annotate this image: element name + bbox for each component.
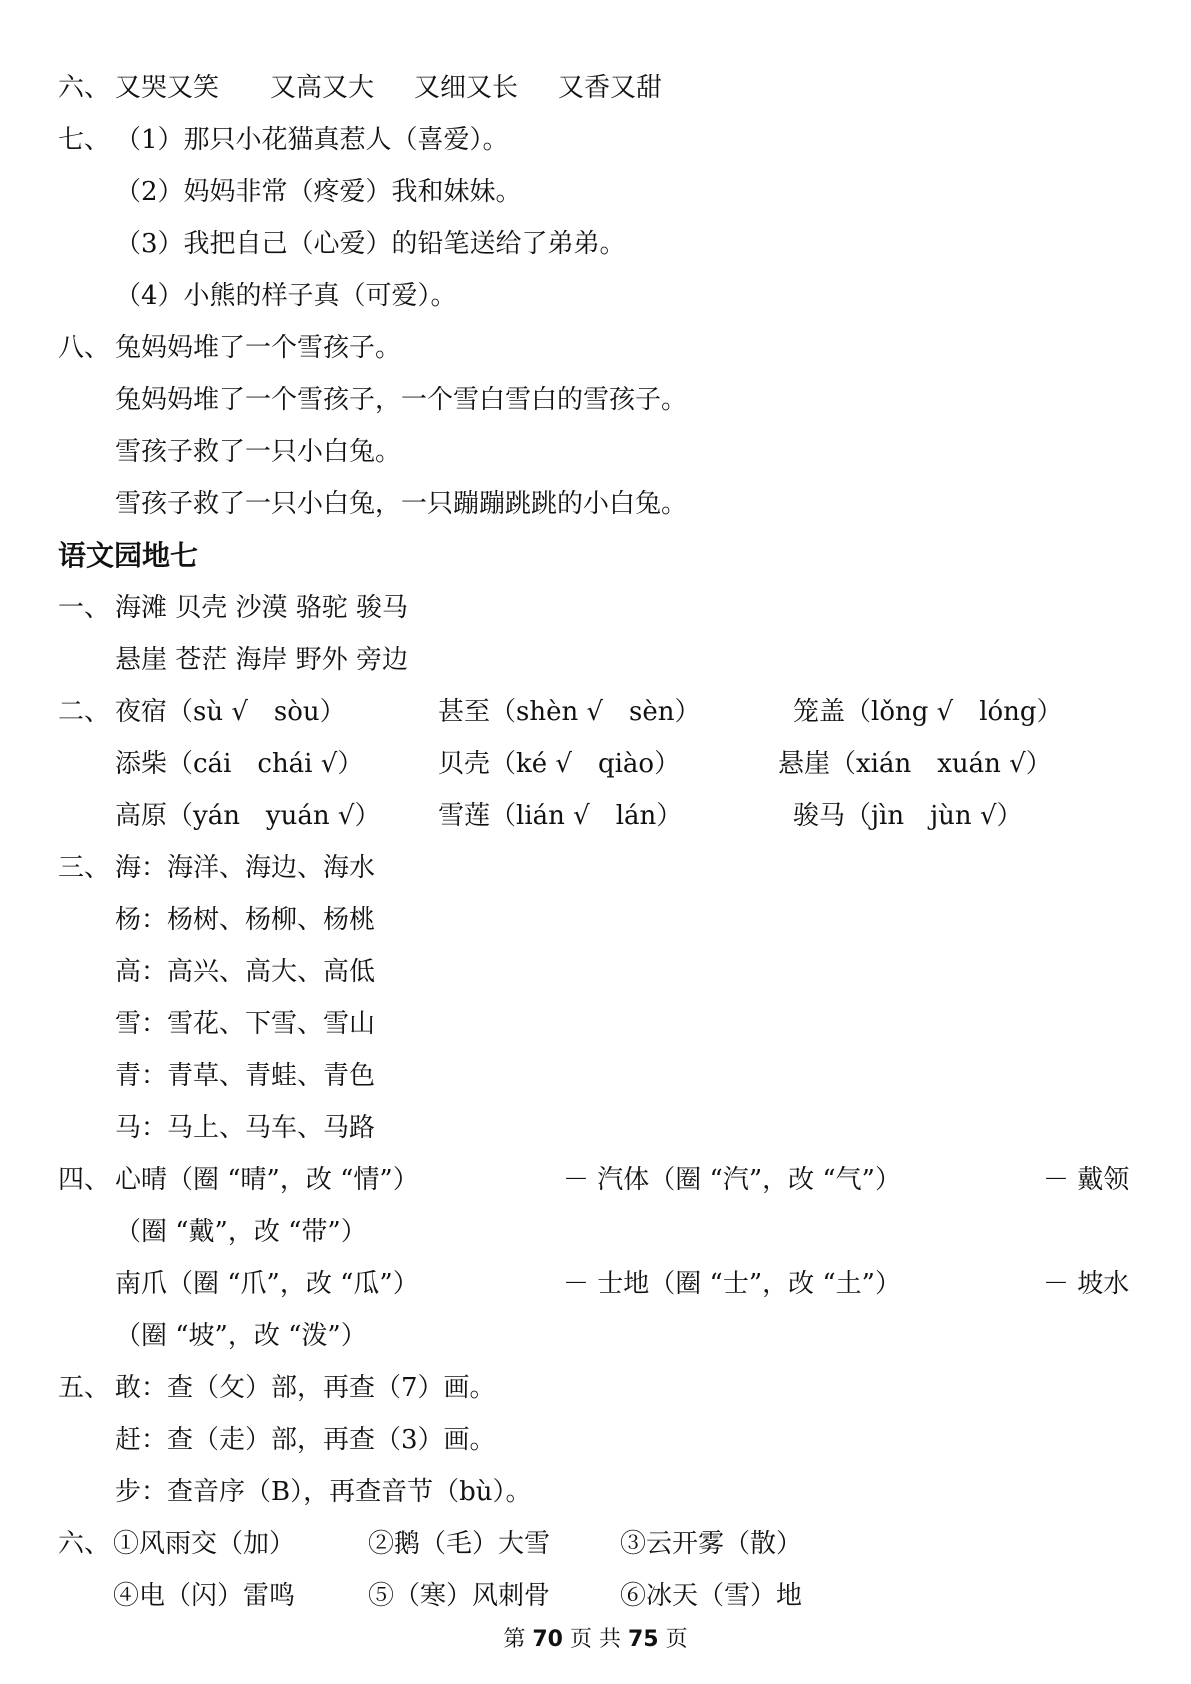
garden-5-prefix: 五、 [58,1373,111,1403]
pinyin-choice: 雪莲（lián √ lán） [438,801,683,831]
idiom-item: ⑥冰天（雪）地 [620,1581,803,1611]
garden-6-row [58,1518,1138,1570]
section-8-prefix: 八、 [58,333,111,363]
garden-4-row [58,1154,1138,1206]
idiom-item: ⑤（寒）风刺骨 [368,1581,551,1611]
idiom-item: ②鹅（毛）大雪 [368,1529,551,1559]
garden-6-row [58,1570,1138,1622]
correction-item-cont: （圈 “坡”，改 “泼”） [115,1321,367,1351]
section-7-line [58,114,1138,166]
pinyin-choice: 夜宿（sù √ sòu） [115,697,346,727]
section-title: 语文园地七 [58,539,199,572]
dictionary-lookup: 敢：查（攵）部，再查（7）画。 [115,1373,496,1403]
garden-4-row [58,1258,1138,1310]
correction-item: 南爪（圈 “爪”，改 “瓜”） [115,1269,419,1299]
s6-item: 又香又甜 [558,73,663,103]
pinyin-choice: 悬崖（xián xuán √） [778,749,1052,779]
word-group: 青：青草、青蛙、青色 [115,1061,376,1091]
correction-item: － 坡水 [1043,1269,1130,1299]
dictionary-lookup: 赶：查（走）部，再查（3）画。 [115,1425,496,1455]
s6-item: 又高又大 [270,73,375,103]
pinyin-choice: 高原（yán yuán √） [115,801,381,831]
garden-3-line [58,842,1138,894]
correction-item: － 戴领 [1043,1165,1130,1195]
garden-6-prefix: 六、 [58,1529,111,1559]
page-number: 70 [532,1627,563,1652]
garden-2-row [58,686,1138,738]
idiom-item: ③云开雾（散） [620,1529,803,1559]
word-group: 高：高兴、高大、高低 [115,957,376,987]
footer-post: 页 [665,1627,688,1652]
section-6-prefix: 六、 [58,73,111,103]
s7-sentence: （4）小熊的样子真（可爱）。 [115,281,457,311]
idiom-item: ①风雨交（加） [113,1529,296,1559]
garden-1-line [58,582,1138,634]
s8-sentence: 兔妈妈堆了一个雪孩子。 [115,333,402,363]
total-pages: 75 [628,1627,659,1652]
dictionary-lookup: 步：查音序（B），再查音节（bù）。 [115,1477,532,1507]
garden-3-prefix: 三、 [58,853,111,883]
garden-1-prefix: 一、 [58,593,111,623]
pinyin-choice: 笼盖（lǒng √ lóng） [793,697,1063,727]
word-group: 杨：杨树、杨柳、杨桃 [115,905,376,935]
garden-4-prefix: 四、 [58,1165,111,1195]
word-list: 悬崖 苍茫 海岸 野外 旁边 [115,645,409,675]
s7-sentence: （3）我把自己（心爱）的铅笔送给了弟弟。 [115,229,626,259]
s8-sentence: 兔妈妈堆了一个雪孩子，一个雪白雪白的雪孩子。 [115,385,688,415]
s6-item: 又哭又笑 [115,73,220,103]
s8-sentence: 雪孩子救了一只小白兔。 [115,437,402,467]
garden-2-row [58,738,1138,790]
section-7-prefix: 七、 [58,125,111,155]
word-group: 海：海洋、海边、海水 [115,853,376,883]
correction-item-cont: （圈 “戴”，改 “带”） [115,1217,367,1247]
word-list: 海滩 贝壳 沙漠 骆驼 骏马 [115,593,409,623]
pinyin-choice: 添柴（cái chái √） [115,749,364,779]
correction-item: － 汽体（圈 “汽”，改 “气”） [563,1165,901,1195]
word-group: 马：马上、马车、马路 [115,1113,376,1143]
word-group: 雪：雪花、下雪、雪山 [115,1009,376,1039]
garden-5-line [58,1362,1138,1414]
garden-2-row [58,790,1138,842]
s8-sentence: 雪孩子救了一只小白兔，一只蹦蹦跳跳的小白兔。 [115,489,688,519]
section-8-line [58,322,1138,374]
s6-item: 又细又长 [414,73,519,103]
footer-pre: 第 [503,1627,526,1652]
pinyin-choice: 骏马（jìn jùn √） [793,801,1023,831]
s7-sentence: （2）妈妈非常（疼爱）我和妹妹。 [115,177,522,207]
section-6-line [58,62,1138,114]
page-footer [0,1620,1191,1660]
garden-2-prefix: 二、 [58,697,111,727]
s7-sentence: （1）那只小花猫真惹人（喜爱）。 [115,125,509,155]
correction-item: 心晴（圈 “晴”，改 “情”） [115,1165,419,1195]
correction-item: － 士地（圈 “士”，改 “土”） [563,1269,901,1299]
pinyin-choice: 甚至（shèn √ sèn） [438,697,701,727]
pinyin-choice: 贝壳（ké √ qiào） [438,749,681,779]
footer-mid: 页 共 [570,1627,621,1652]
document-body [58,62,1138,1622]
idiom-item: ④电（闪）雷鸣 [113,1581,296,1611]
